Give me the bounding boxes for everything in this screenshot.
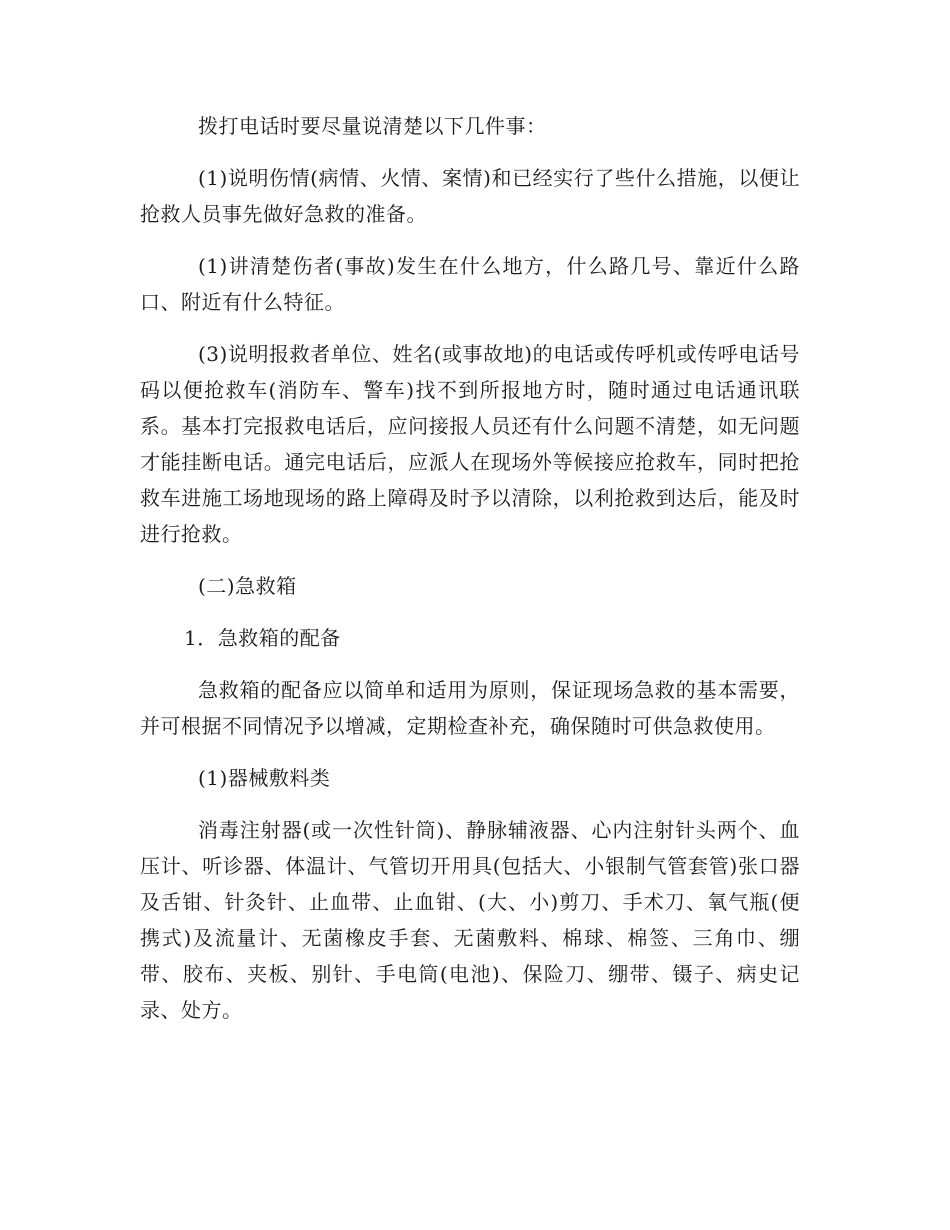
- paragraph-item-1-location: (1)讲清楚伤者(事故)发生在什么地方，什么路几号、靠近什么路口、附近有什么特征。: [140, 254, 800, 314]
- paragraph-instrument-list: 消毒注射器(或一次性针筒)、静脉辅液器、心内注射针头两个、血压计、听诊器、体温计、气管切开用具(包括大、小银制气管套管)张口器及舌钳、针灸针、止血带、止血钳、(大、小)剪刀、手术刀、氧气瓶(便携式)及流量计、无菌橡皮手套、无菌敷料、棉球、棉签、三角巾、绷带、胶布、夹板、别针、手电筒(电池)、保险刀、绷带、镊子、病史记录、处方。: [140, 818, 800, 1022]
- paragraph-intro: 拨打电话时要尽量说清楚以下几件事：: [198, 114, 547, 138]
- paragraph-item-1-injury: (1)说明伤情(病情、火情、案情)和已经实行了些什么措施，以便让抢救人员事先做好急救的准备。: [140, 166, 800, 226]
- subsection-heading-kit-config: 1．急救箱的配备: [184, 626, 341, 650]
- document-body: [140, 108, 800, 1044]
- item-heading-instruments: (1)器械敷料类: [198, 766, 331, 790]
- section-heading-first-aid-kit: (二)急救箱: [198, 574, 297, 598]
- paragraph-item-3-contact: (3)说明报救者单位、姓名(或事故地)的电话或传呼机或传呼电话号码以便抢救车(消防车、警车)找不到所报地方时，随时通过电话通讯联系。基本打完报救电话后，应问接报人员还有什么问题不清楚，如无问题才能挂断电话。通完电话后，应派人在现场外等候接应抢救车，同时把抢救车进施工场地现场的路上障碍及时予以清除，以利抢救到达后，能及时进行抢救。: [140, 342, 800, 546]
- paragraph-kit-principle: 急救箱的配备应以简单和适用为原则，保证现场急救的基本需要，并可根据不同情况予以增减，定期检查补充，确保随时可供急救使用。: [140, 678, 800, 738]
